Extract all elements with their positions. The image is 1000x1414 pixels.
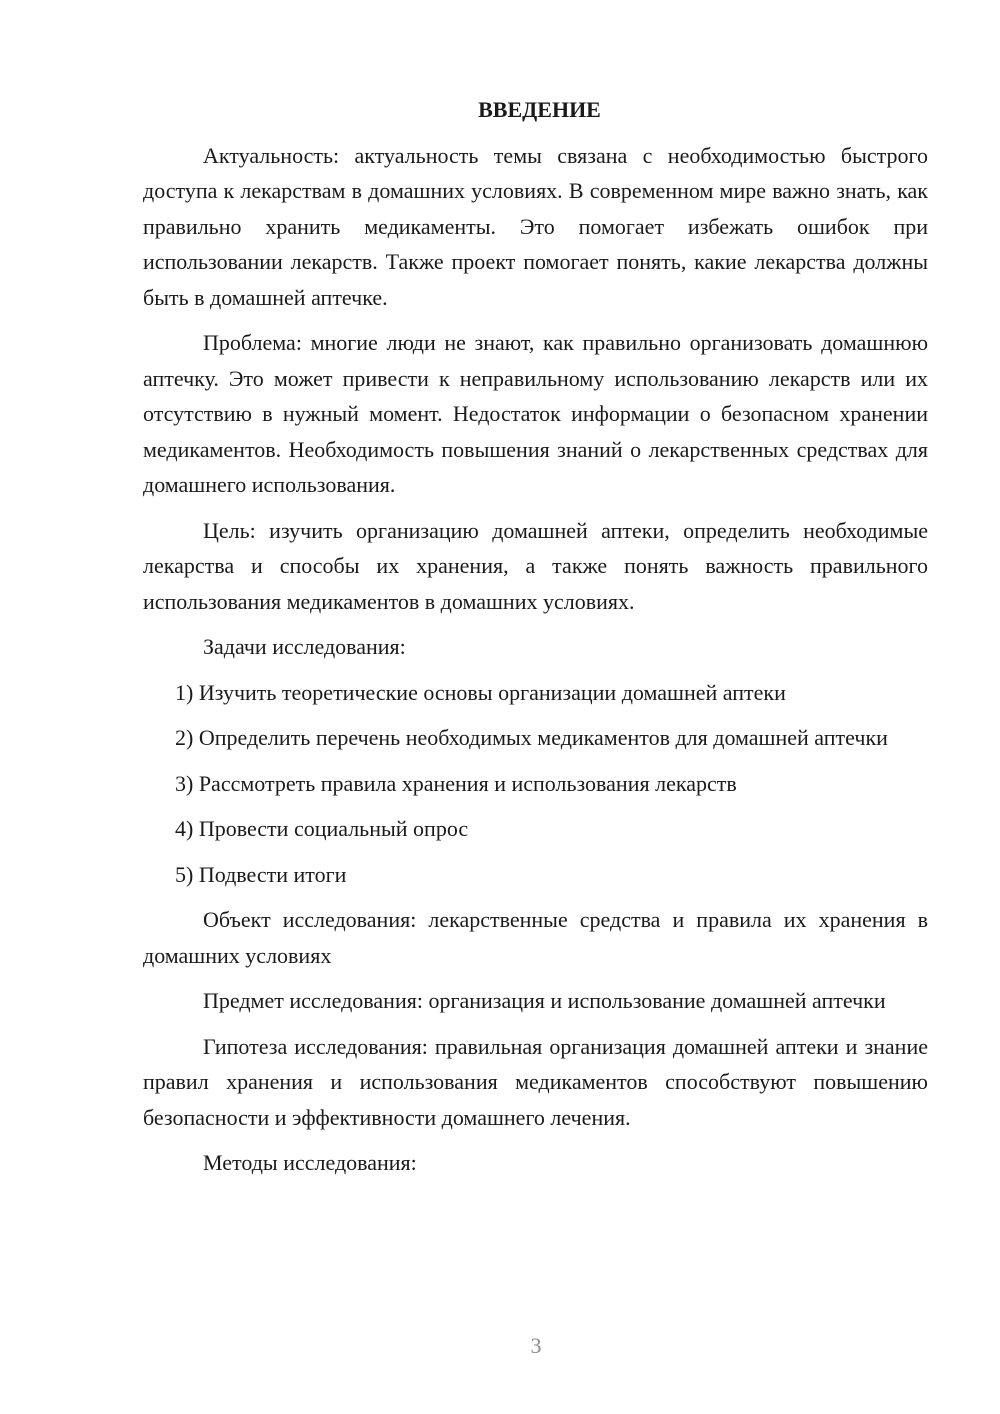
document-page (143, 92, 928, 1191)
task-item: 5) Подвести итоги (175, 861, 347, 887)
object-paragraph: Объект исследования: лекарственные средства и правила их хранения в домашних условиях (143, 907, 928, 968)
subject-paragraph: Предмет исследования: организация и использование домашней аптечки (203, 988, 886, 1013)
page-number: 3 (530, 1333, 542, 1358)
task-item: 4) Провести социальный опрос (175, 816, 469, 841)
relevance-paragraph: Актуальность: актуальность темы связана с необходимостью быстрого доступа к лекарствам в домашних условиях. В современном мире важно знать, как правильно хранить медикаменты. Это помогает избежать ошибок при использовании лекарств. Также проект помогает понять, какие лекарства должны быть в домашней аптечке. (143, 142, 928, 310)
task-item: 3) Рассмотреть правила хранения и использования лекарств (175, 770, 737, 796)
hypothesis-paragraph: Гипотеза исследования: правильная организация домашней аптеки и знание правил хранения и использования медикаментов способствуют повышению безопасности и эффективности домашнего лечения. (143, 1033, 928, 1130)
tasks-title: Задачи исследования: (203, 634, 406, 659)
methods-title: Методы исследования: (203, 1150, 417, 1175)
task-item: 2) Определить перечень необходимых медикаментов для домашней аптечки (175, 725, 888, 750)
problem-paragraph: Проблема: многие люди не знают, как правильно организовать домашнюю аптечку. Это может привести к неправильному использованию лекарств или их отсутствию в нужный момент. Недостаток информации о безопасном хранении медикаментов. Необходимость повышения знаний о лекарственных средствах для домашнего использования. (143, 330, 928, 497)
task-item: 1) Изучить теоретические основы организации домашней аптеки (175, 679, 786, 705)
goal-paragraph: Цель: изучить организацию домашней аптеки, определить необходимые лекарства и способы их хранения, а также понять важность правильного использования медикаментов в домашних условиях. (143, 517, 928, 614)
section-heading: ВВЕДЕНИЕ (478, 97, 601, 122)
